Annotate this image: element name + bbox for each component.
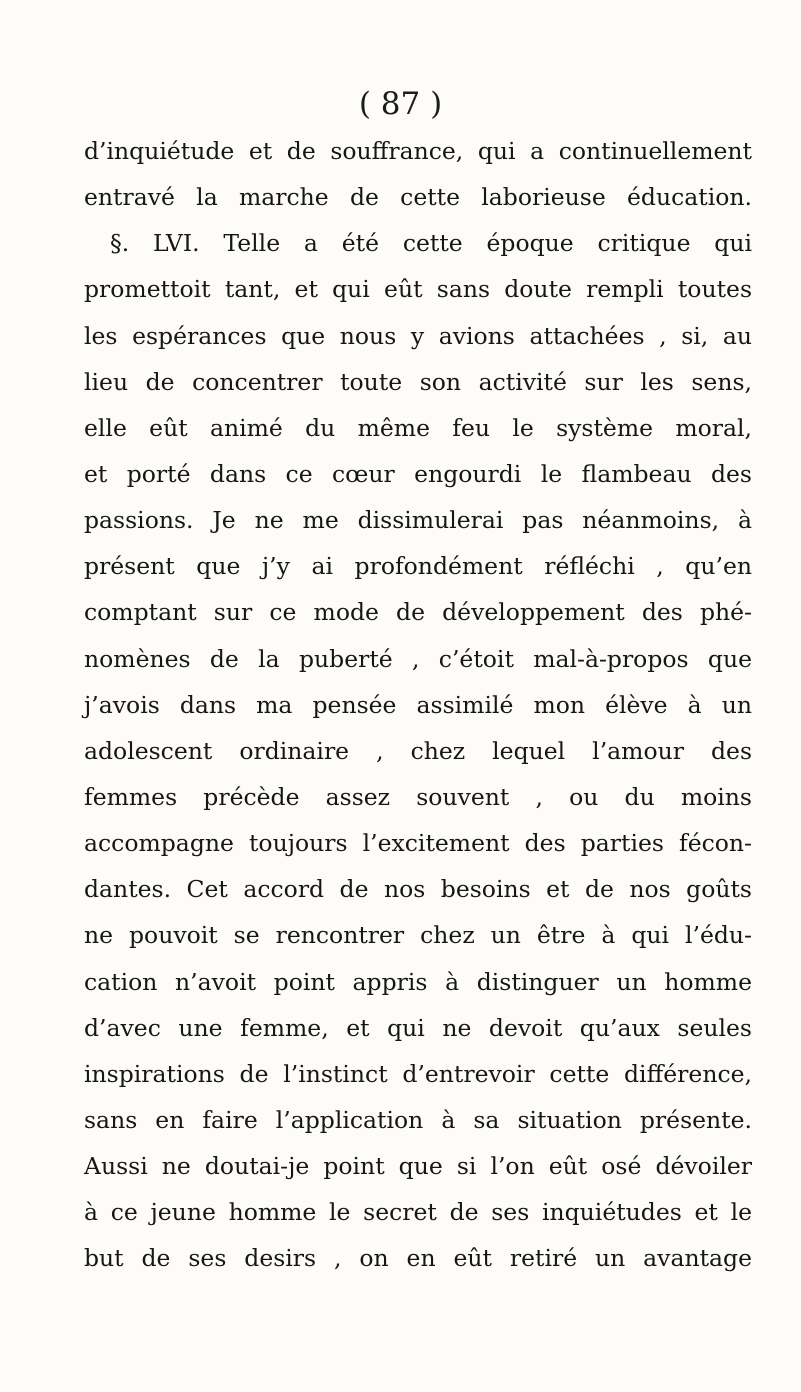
text-line: lieu de concentrer toute son activité sur les sens, xyxy=(84,367,752,396)
text-line: d’inquiétude et de souffrance, qui a continuellement xyxy=(84,137,752,165)
text-line: présent que j’y ai profondément réfléchi , qu’en xyxy=(84,552,752,581)
text-line: d’avec une femme, et qui ne devoit qu’aux seules xyxy=(84,1013,752,1042)
text-line: j’avois dans ma pensée assimilé mon élève à un xyxy=(84,690,752,719)
text-line: et porté dans ce cœur engourdi le flambeau des xyxy=(84,459,752,488)
text-line: dantes. Cet accord de nos besoins et de nos goûts xyxy=(84,875,752,904)
text-line: ne pouvoit se rencontrer chez un être à qui l’édu- xyxy=(84,921,752,950)
text-line: à ce jeune homme le secret de ses inquiétudes et le xyxy=(84,1198,752,1227)
text-line: passions. Je ne me dissimulerai pas néanmoins, à xyxy=(84,506,752,535)
text-line: comptant sur ce mode de développement des phé- xyxy=(84,598,752,627)
text-line: Aussi ne doutai-je point que si l’on eût osé dévoiler xyxy=(84,1152,752,1181)
text-line: sans en faire l’application à sa situation présente. xyxy=(84,1105,752,1134)
body-text xyxy=(84,128,752,1282)
page-number: ( 87 ) xyxy=(358,86,443,122)
text-line: cation n’avoit point appris à distinguer un homme xyxy=(84,967,752,996)
text-line: inspirations de l’instinct d’entrevoir cette différence, xyxy=(84,1059,752,1088)
text-line: adolescent ordinaire , chez lequel l’amour des xyxy=(84,736,752,765)
text-line: elle eût animé du même feu le système moral, xyxy=(84,413,752,442)
text-line: femmes précède assez souvent , ou du moins xyxy=(84,782,752,811)
text-line: promettoit tant, et qui eût sans doute rempli toutes xyxy=(84,275,752,304)
text-line: les espérances que nous y avions attachées , si, au xyxy=(84,321,752,350)
text-line: nomènes de la puberté , c’étoit mal-à-propos que xyxy=(84,644,752,673)
text-line: accompagne toujours l’excitement des parties fécon- xyxy=(84,829,752,858)
text-line: entravé la marche de cette laborieuse éducation. xyxy=(84,183,752,212)
text-line: but de ses desirs , on en eût retiré un avantage xyxy=(84,1244,752,1273)
section-start-line: §. LVI. Telle a été cette époque critique qui xyxy=(110,229,752,258)
